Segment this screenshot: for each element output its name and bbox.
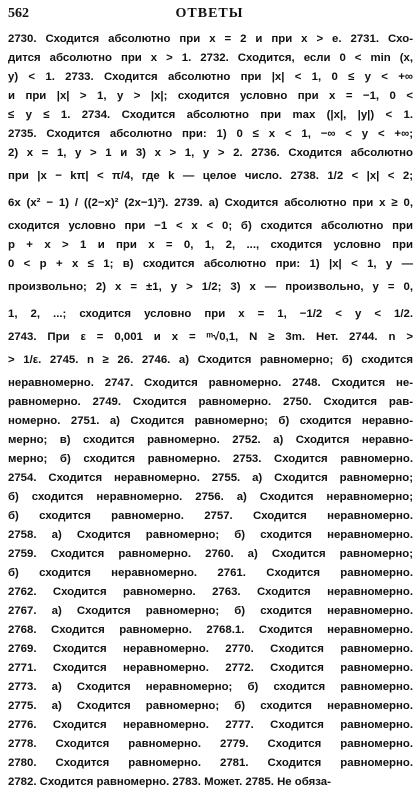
text-line: б) сходится равномерно. 2757. Сходится неравномерно.: [8, 510, 413, 522]
text-line: сходится условно при −1 < x < 0; б) сходится абсолютно при: [8, 220, 413, 232]
text-line: 2762. Сходится равномерно. 2763. Сходится неравномерно.: [8, 586, 413, 598]
answers-text: [8, 30, 413, 792]
text-line: дится абсолютно при x > 1. 2732. Сходится, если 0 < min (x,: [8, 52, 413, 64]
text-line: 2735. Сходится абсолютно при: 1) 0 ≤ x < 1, −∞ < y < +∞;: [8, 128, 413, 140]
text-line: 2743. При ε = 0,001 и x = ᵐ√0,1, N ≥ 3m. Нет. 2744. n >: [8, 331, 413, 343]
text-line: 2758. а) Сходится равномерно; б) сходится неравномерно.: [8, 529, 413, 541]
text-line: 1, 2, ...; сходится условно при x = 1, −1/2 < y < 1/2.: [8, 308, 413, 320]
text-line: 2769. Сходится неравномерно. 2770. Сходится равномерно.: [8, 643, 413, 655]
text-line: 2778. Сходится равномерно. 2779. Сходится равномерно.: [8, 738, 413, 750]
text-line: мерно; в) сходится равномерно. 2752. а) Сходится неравно-: [8, 434, 413, 446]
text-line: p + x > 1 и при x = 0, 1, 2, ..., сходится условно при: [8, 239, 413, 251]
text-line: 2771. Сходится неравномерно. 2772. Сходится равномерно.: [8, 662, 413, 674]
text-line: номерно. 2751. а) Сходится равномерно; б) сходится неравно-: [8, 415, 413, 427]
text-line: ≤ y ≤ 1. 2734. Сходится абсолютно при max (|x|, |y|) < 1.: [8, 109, 413, 121]
text-line: произвольно; 2) x = ±1, y > 1/2; 3) x — произвольно, y = 0,: [8, 281, 413, 293]
text-line: 0 < p + x ≤ 1; в) сходится абсолютно при: 1) |x| < 1, y —: [8, 258, 413, 270]
text-line: > 1/ε. 2745. n ≥ 26. 2746. а) Сходится равномерно; б) сходится: [8, 354, 413, 366]
text-line: б) сходится неравномерно. 2756. а) Сходится неравномерно;: [8, 491, 413, 503]
text-line: 2768. Сходится равномерно. 2768.1. Сходится неравномерно.: [8, 624, 413, 636]
text-line: 2767. а) Сходится равномерно; б) сходится неравномерно.: [8, 605, 413, 617]
text-line: 6x (x² − 1) / ((2−x)² (2x−1)²). 2739. а) Сходится абсолютно при x ≥ 0,: [8, 197, 413, 209]
text-line: 2775. а) Сходится равномерно; б) сходится неравномерно.: [8, 700, 413, 712]
text-line: неравномерно. 2747. Сходится равномерно. 2748. Сходится не-: [8, 377, 413, 389]
text-line: 2780. Сходится равномерно. 2781. Сходится равномерно.: [8, 757, 413, 769]
text-line: 2) x = 1, y > 1 и 3) x > 1, y > 2. 2736. Сходится абсолютно: [8, 147, 413, 159]
text-line: б) сходится неравномерно. 2761. Сходится равномерно.: [8, 567, 413, 579]
text-line: 2782. Сходится равномерно. 2783. Может. 2785. Не обяза-: [8, 776, 331, 788]
text-line: 2730. Сходится абсолютно при x = 2 и при x > e. 2731. Схо-: [8, 33, 413, 45]
text-line: 2776. Сходится неравномерно. 2777. Сходится равномерно.: [8, 719, 413, 731]
text-line: 2754. Сходится неравномерно. 2755. а) Сходится равномерно;: [8, 472, 413, 484]
text-line: при |x − kπ| < π/4, где k — целое число. 2738. 1/2 < |x| < 2;: [8, 170, 413, 182]
page-title: ОТВЕТЫ: [175, 6, 244, 21]
text-line: y) < 1. 2733. Сходится абсолютно при |x| < 1, 0 ≤ y < +∞: [8, 71, 413, 83]
text-line: 2773. а) Сходится неравномерно; б) сходится равномерно.: [8, 681, 413, 693]
text-line: 2759. Сходится равномерно. 2760. а) Сходится равномерно;: [8, 548, 413, 560]
text-line: и при |x| > 1, y > |x|; сходится условно при x = −1, 0 <: [8, 90, 413, 102]
text-line: равномерно. 2749. Сходится равномерно. 2750. Сходится рав-: [8, 396, 413, 408]
text-line: мерно; б) сходится равномерно. 2753. Сходится равномерно.: [8, 453, 413, 465]
page-number: 562: [8, 6, 29, 21]
